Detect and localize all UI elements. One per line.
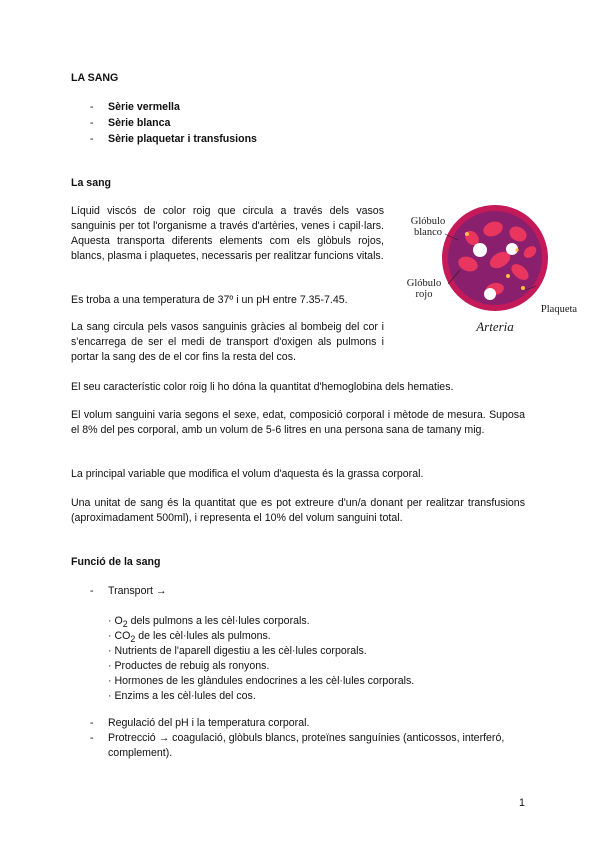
- function-list: [90, 584, 530, 599]
- section-heading-funcio: Funció de la sang: [71, 556, 161, 568]
- toc-item: [90, 99, 390, 115]
- label-line: blanco: [414, 227, 442, 238]
- label-globulo-rojo: [400, 278, 448, 300]
- list-item-text: Protrecció → coagulació, glòbuls blancs, proteïnes sanguínies (anticossos, interferó, complement).: [108, 732, 505, 759]
- bullet-dash: -: [90, 585, 94, 597]
- list-item: [90, 731, 530, 761]
- transport-sublist: [108, 614, 528, 704]
- bullet-dash: -: [90, 117, 94, 129]
- white-blood-cell: [473, 243, 487, 257]
- paragraph: Una unitat de sang és la quantitat que es pot extreure d'un/a donant per realitzar transfusions (aproximadament 500ml), i representa el 10% del volum sanguini total.: [71, 497, 525, 524]
- paragraph: La principal variable que modifica el volum d'aquesta és la grassa corporal.: [71, 468, 424, 480]
- sublist-item: [108, 644, 528, 659]
- platelet: [506, 274, 510, 278]
- artery-diagram: [400, 204, 600, 340]
- sublist-item: [108, 614, 528, 629]
- page-number: 1: [519, 797, 525, 809]
- sublist-text: · Enzims a les cèl·lules del cos.: [108, 690, 256, 702]
- sublist-item: [108, 629, 528, 644]
- label-line: Glóbulo: [406, 278, 442, 289]
- bullet-dash: -: [90, 717, 94, 729]
- sublist-item: [108, 674, 528, 689]
- function-list-2: [90, 716, 530, 761]
- bullet-dash: -: [90, 732, 94, 744]
- subscript: 2: [130, 634, 136, 645]
- sublist-text: · Hormones de les glàndules endocrines a les cèl·lules corporals.: [108, 675, 415, 687]
- list-item-text: Transport →: [108, 585, 167, 597]
- paragraph: El volum sanguini varia segons el sexe, edat, composició corporal i mètode de mesura. Suposa el 8% del pes corporal, amb un volum de 5-6 litres en una persona sana de tamany mig.: [71, 409, 525, 436]
- list-item-text: Regulació del pH i la temperatura corporal.: [108, 717, 310, 729]
- toc-item-label: Sèrie blanca: [108, 117, 171, 129]
- paragraph: Es troba a una temperatura de 37º i un pH entre 7.35-7.45.: [71, 294, 348, 306]
- paragraph: Líquid viscós de color roig que circula a través dels vasos sanguinis per tot l'organisme a través d'artèries, venes i capil·lars. Aquesta transporta diferents elements com els glòbuls rojos, blancs, plasma i plaquetes, necessaris per realitzar funcions vitals.: [71, 205, 384, 262]
- subscript: 2: [122, 619, 128, 630]
- document-title: LA SANG: [71, 72, 119, 84]
- list-item: [90, 584, 530, 599]
- label-plaqueta: Plaqueta: [540, 304, 578, 315]
- platelet: [515, 248, 518, 251]
- bullet-dash: -: [90, 101, 94, 113]
- label-line: rojo: [415, 289, 433, 300]
- section-heading-la-sang: La sang: [71, 177, 112, 189]
- toc-item: [90, 131, 390, 147]
- platelet: [521, 286, 525, 290]
- toc-item-label: Sèrie vermella: [108, 101, 180, 113]
- sublist-text: dels pulmons a les cèl·lules corporals.: [127, 615, 310, 627]
- sublist-text: · Productes de rebuig als ronyons.: [108, 660, 270, 672]
- toc-item: [90, 115, 390, 131]
- sublist-text: · O: [108, 615, 123, 627]
- paragraph: La sang circula pels vasos sanguinis gràcies al bombeig del cor i s'encarrega de ser el medi de transport d'oxigen als pulmons i portar la sang des de el cor fins la resta del cos.: [71, 321, 384, 363]
- bullet-dash: -: [90, 133, 94, 145]
- sublist-text: de les cèl·lules als pulmons.: [135, 630, 271, 642]
- paragraph: El seu característic color roig li ho dóna la quantitat d'hemoglobina dels hematies.: [71, 381, 454, 393]
- sublist-item: [108, 659, 528, 674]
- white-blood-cell: [484, 288, 496, 300]
- list-item: [90, 716, 530, 731]
- label-arteria: Arteria: [476, 319, 514, 334]
- table-of-contents: [90, 99, 390, 147]
- sublist-text: · CO: [108, 630, 131, 642]
- sublist-item: [108, 689, 528, 704]
- sublist-text: · Nutrients de l'aparell digestiu a les cèl·lules corporals.: [108, 645, 367, 657]
- toc-item-label: Sèrie plaquetar i transfusions: [108, 133, 257, 145]
- label-globulo-blanco: [404, 216, 452, 238]
- platelet: [465, 232, 469, 236]
- label-line: Glóbulo: [410, 216, 446, 227]
